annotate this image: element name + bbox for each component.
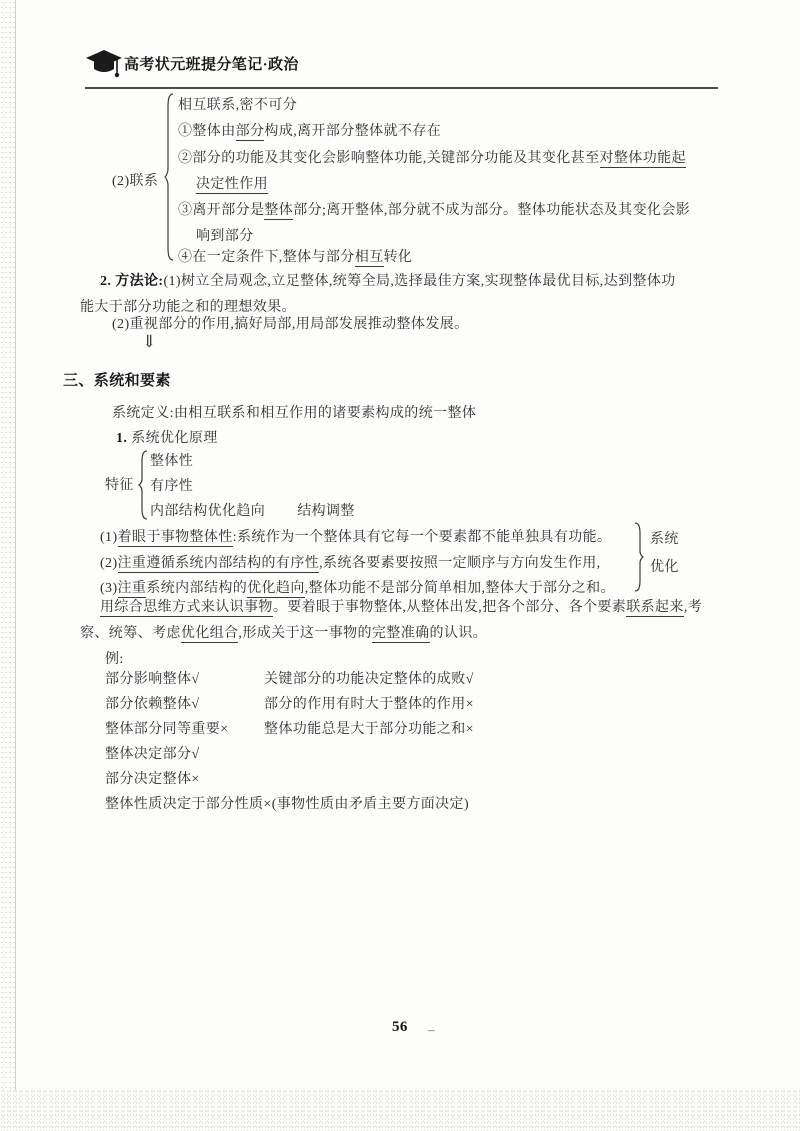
principle-1-number: (1) [100, 530, 118, 545]
example-item: 整体性质决定于部分性质×(事物性质由矛盾主要方面决定) [105, 797, 470, 812]
lianxi-line [178, 201, 690, 221]
system-definition: 系统定义:由相互联系和相互作用的诸要素构成的统一整体 [112, 406, 477, 421]
summary-underlined-c: 优化组合 [180, 626, 239, 641]
tezheng-item [150, 502, 355, 522]
principle-line [100, 554, 601, 574]
example-item: 部分决定整体× [105, 772, 200, 787]
example-item: 整体部分同等重要× [105, 722, 229, 737]
principle-3-text: ,整体功能不是部分简单相加,整体大于部分之和。 [304, 581, 615, 596]
summary-text-e: 的认识。 [429, 626, 488, 641]
principle-2-underlined: 注重遵循系统内部结构的有序性 [117, 556, 320, 571]
lianxi-line [196, 227, 254, 247]
summary-underlined-a: 用综合思维方式来认识事物 [100, 600, 273, 615]
principle-3-number: (3) [100, 581, 118, 596]
page-number: 56 [392, 1019, 408, 1035]
lianxi-line-4c: 部分;离开整体,部分就不成为部分。整体功能状态及其变化会影 [293, 203, 691, 218]
page-number-dash: – [428, 1022, 435, 1037]
summary-text-b: ,考 [683, 600, 703, 615]
double-down-arrow-icon: ⇓ [142, 332, 157, 351]
scan-noise-left [0, 0, 15, 1092]
example-item: 关键部分的功能决定整体的成败√ [264, 672, 474, 687]
lianxi-line-3-underlined: 决定性作用 [196, 177, 268, 192]
lianxi-line [178, 149, 686, 169]
subsection-title: 系统优化原理 [131, 431, 218, 446]
lianxi-line-0: 相互联系,密不可分 [178, 98, 298, 113]
lianxi-line-6c: 转化 [383, 250, 413, 265]
summary-line [80, 624, 487, 644]
principle-1-text: :系统作为一个整体具有它每一个要素都不能单独具有功能。 [232, 530, 612, 545]
lianxi-line [178, 248, 412, 268]
examples-label: 例: [105, 652, 124, 667]
lianxi-line-4b-underlined: 整体 [264, 203, 294, 218]
summary-underlined-b: 联系起来 [626, 600, 684, 615]
lianxi-line-1b-underlined: 部分 [235, 124, 265, 139]
tezheng-item: 有序性 [150, 479, 194, 494]
lianxi-line-5: 响到部分 [196, 229, 254, 244]
methodology-paragraph-line [112, 315, 469, 335]
lianxi-label: (2)联系 [112, 174, 159, 189]
methodology-text-1: (1)树立全局观念,立足整体,统筹全局,选择最佳方案,实现整体最优目标,达到整体功 [163, 274, 676, 289]
principle-3-text-mid: 系统内部结构的 [146, 581, 248, 596]
lianxi-line-1a: ①整体由 [178, 124, 236, 139]
left-brace-icon [138, 450, 148, 520]
lianxi-line-2a: ②部分的功能及其变化会影响整体功能,关键部分功能及其变化甚至 [178, 151, 600, 166]
graduation-cap-logo-icon [84, 48, 124, 80]
principle-2-number: (2) [100, 556, 118, 571]
summary-line [100, 598, 702, 618]
example-item: 部分依赖整体√ [105, 697, 200, 712]
lianxi-line-6b-underlined: 相互 [354, 250, 384, 265]
methodology-text-2: 能大于部分功能之和的理想效果。 [80, 300, 296, 315]
lianxi-line [178, 122, 441, 142]
principle-line [100, 579, 615, 599]
tezheng-item-2b: 结构调整 [297, 504, 355, 519]
subsection-number: 1. [116, 431, 128, 446]
summary-text-d: ,形成关于这一事物的 [238, 626, 372, 641]
tezheng-label: 特征 [105, 478, 134, 493]
header-title: 高考状元班提分笔记·政治 [124, 57, 299, 73]
summary-text-a: 。要着眼于事物整体,从整体出发,把各个部分、各个要素 [272, 600, 627, 615]
tezheng-item-2a: 内部结构优化趋向 [150, 504, 266, 519]
lianxi-line [178, 96, 297, 116]
methodology-text-3: (2)重视部分的作用,搞好局部,用局部发展推动整体发展。 [112, 317, 469, 332]
principle-2-text: ,系统各要素要按照一定顺序与方向发生作用, [319, 556, 601, 571]
lianxi-line [196, 175, 268, 195]
example-item: 整体功能总是大于部分功能之和× [264, 722, 474, 737]
tezheng-item: 整体性 [150, 454, 194, 469]
lianxi-line-1c: 构成,离开部分整体就不存在 [264, 124, 442, 139]
example-item: 整体决定部分√ [105, 747, 200, 762]
brace-label-bottom: 优化 [650, 560, 679, 575]
section-heading: 三、系统和要素 [63, 373, 171, 389]
scan-edge-line [15, 0, 16, 1090]
lianxi-line-2b-underlined: 对整体功能起 [599, 151, 686, 166]
brace-label-top: 系统 [650, 532, 679, 547]
principle-1-underlined: 着眼于事物整体性 [117, 530, 233, 545]
summary-text-c: 察、统筹、考虑 [80, 626, 181, 641]
left-brace-icon [164, 93, 174, 261]
principle-line [100, 528, 611, 548]
methodology-label: 2. 方法论: [100, 274, 164, 289]
right-brace-icon [634, 522, 644, 592]
summary-underlined-d: 完整准确 [371, 626, 430, 641]
example-item: 部分的作用有时大于整体的作用× [264, 697, 474, 712]
principle-3-underlined-b: 优化趋向 [247, 581, 305, 596]
subsection-heading [116, 429, 218, 449]
principle-3-underlined-a: 注重 [117, 581, 147, 596]
methodology-paragraph-line [100, 272, 676, 292]
example-item: 部分影响整体√ [105, 672, 200, 687]
lianxi-line-6a: ④在一定条件下,整体与部分 [178, 250, 355, 265]
scan-noise-bottom [0, 1089, 800, 1131]
header-divider [85, 87, 718, 89]
lianxi-line-4a: ③离开部分是 [178, 203, 265, 218]
